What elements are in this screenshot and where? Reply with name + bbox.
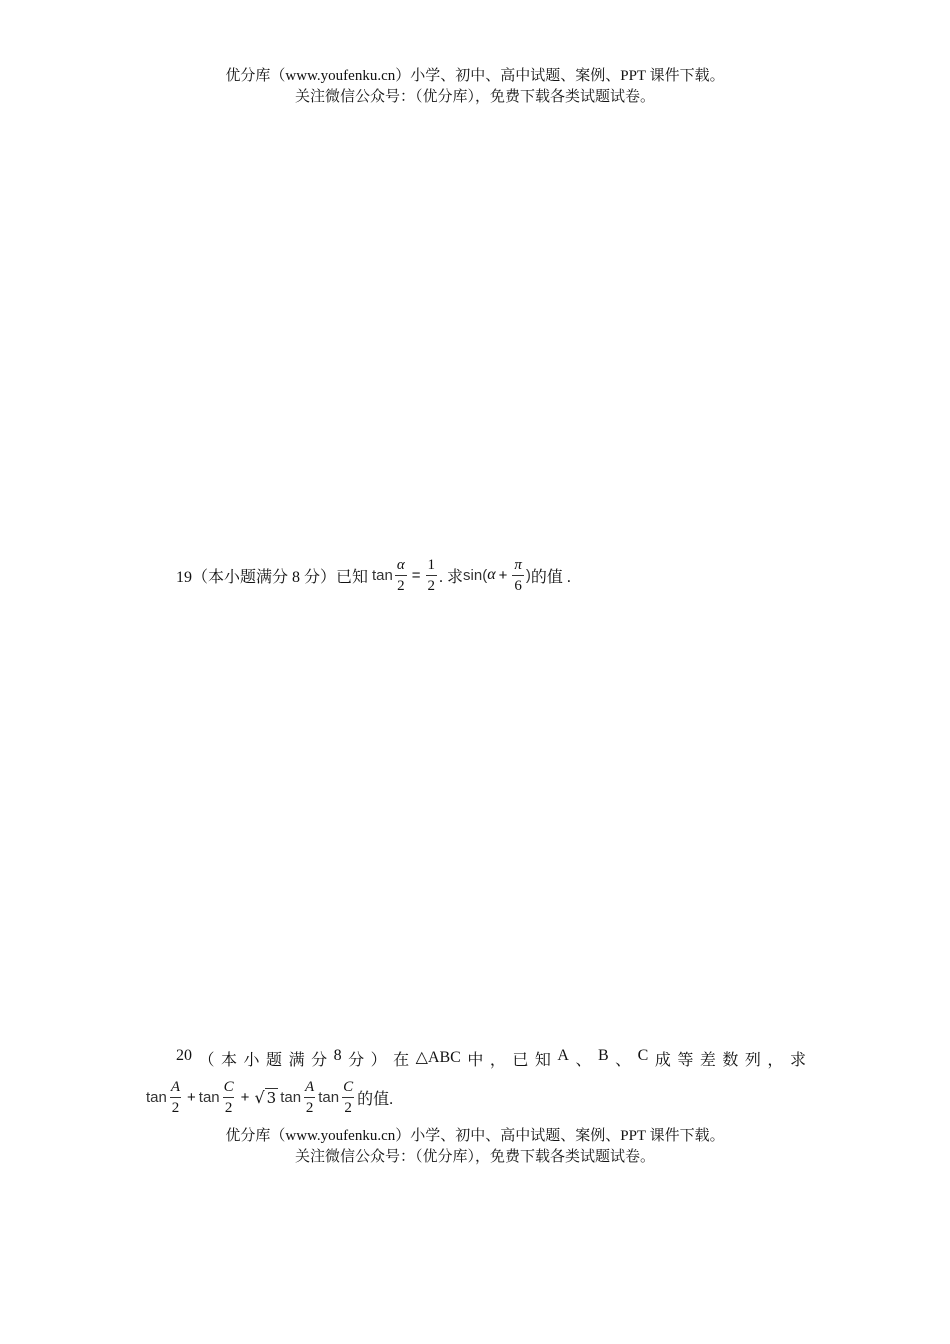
footer-line-2: 关注微信公众号：（优分库），免费下载各类试题试卷。 <box>294 1149 655 1165</box>
q20-fraction-a-over-2 <box>169 1077 182 1118</box>
q19-one: 1 <box>427 556 436 573</box>
q19-fraction-one-half <box>426 555 438 596</box>
q20-token: 差 <box>699 1052 716 1069</box>
q20-token: 数 <box>722 1052 739 1069</box>
q20-token: （ <box>198 1052 215 1069</box>
q19-prefix: 19（本小题满分 8 分）已知 <box>176 568 369 586</box>
q20-token: 题 <box>266 1052 283 1069</box>
q19-two: 2 <box>395 575 407 596</box>
q19-tan: tan <box>372 566 393 584</box>
q19-pi: π <box>514 556 522 573</box>
q20-token: 、 <box>575 1052 592 1069</box>
question-19 <box>176 550 571 600</box>
q20-two: 2 <box>342 1097 354 1118</box>
q20-token: ） <box>370 1052 387 1069</box>
q20-c: C <box>223 1078 234 1095</box>
q20-plus-1: + <box>187 1088 196 1106</box>
q20-token: A <box>557 1047 569 1064</box>
q20-token: 列 <box>744 1052 761 1069</box>
q20-token: 在 <box>393 1052 410 1069</box>
q20-three: 3 <box>266 1088 277 1107</box>
q19-mid: . 求 <box>439 568 464 586</box>
q19-six: 6 <box>512 575 524 596</box>
q20-token: 成 <box>654 1052 671 1069</box>
q20-fraction-c-over-2 <box>222 1077 236 1118</box>
sqrt-icon: √ <box>254 1087 265 1107</box>
q19-alpha: α <box>396 556 405 573</box>
header-banner <box>0 66 950 108</box>
q19-equals: = <box>411 566 421 584</box>
q20-tan-4: tan <box>318 1088 340 1106</box>
q19-plus: + <box>498 566 508 584</box>
q20-token: 小 <box>243 1052 260 1069</box>
q19-close-paren: ) <box>525 566 531 584</box>
q19-sin: sin( <box>463 566 488 584</box>
q20-token: 已 <box>512 1052 529 1069</box>
q20-tan-3: tan <box>280 1088 302 1106</box>
q20-tan-2: tan <box>198 1088 220 1106</box>
q20-tan-1: tan <box>146 1088 167 1106</box>
q20-token: 、 <box>615 1052 632 1069</box>
q20-a: A <box>305 1078 315 1095</box>
footer-banner <box>0 1126 950 1168</box>
header-line-2: 关注微信公众号：（优分库），免费下载各类试题试卷。 <box>294 89 655 105</box>
q20-two: 2 <box>223 1097 235 1118</box>
q19-fraction-alpha-over-2 <box>395 555 407 596</box>
q20-token: 求 <box>789 1052 806 1069</box>
q20-token: 中 <box>467 1052 484 1069</box>
q19-two-b: 2 <box>426 575 438 596</box>
q19-fraction-pi-over-6 <box>512 555 524 596</box>
q19-alpha-b: α <box>487 566 496 583</box>
q20-token: 等 <box>677 1052 694 1069</box>
header-line-1: 优分库（www.youfenku.cn）小学、初中、高中试题、案例、PPT 课件下载。 <box>225 68 725 84</box>
q20-token: 知 <box>534 1052 551 1069</box>
q20-token: 本 <box>221 1052 238 1069</box>
footer-line-1: 优分库（www.youfenku.cn）小学、初中、高中试题、案例、PPT 课件下载。 <box>225 1128 725 1144</box>
q20-token: 分 <box>311 1052 328 1069</box>
q20-token: 分 <box>348 1052 365 1069</box>
q20-token: 20 <box>176 1047 192 1064</box>
q20-a: A <box>170 1078 181 1095</box>
q20-fraction-c-over-2-b <box>341 1077 355 1118</box>
q20-plus-2: + <box>240 1088 250 1106</box>
q20-suffix: 的值. <box>357 1090 394 1108</box>
q20-token: B <box>597 1047 609 1064</box>
q20-token: △ABC <box>415 1049 461 1066</box>
q20-fraction-a-over-2-b <box>303 1077 316 1118</box>
q20-token: ， <box>767 1052 784 1069</box>
q20-token: C <box>637 1047 649 1064</box>
q20-two: 2 <box>304 1097 316 1118</box>
q20-token: ， <box>489 1052 506 1069</box>
q20-two: 2 <box>170 1097 182 1118</box>
q20-c: C <box>343 1078 354 1095</box>
q20-token: 满 <box>288 1052 305 1069</box>
question-20-line-2 <box>146 1074 393 1120</box>
q19-suffix: 的值 . <box>530 568 571 586</box>
q20-sqrt-3 <box>254 1088 278 1107</box>
q20-token: 8 <box>333 1047 342 1064</box>
question-20-line-1 <box>176 1047 806 1070</box>
